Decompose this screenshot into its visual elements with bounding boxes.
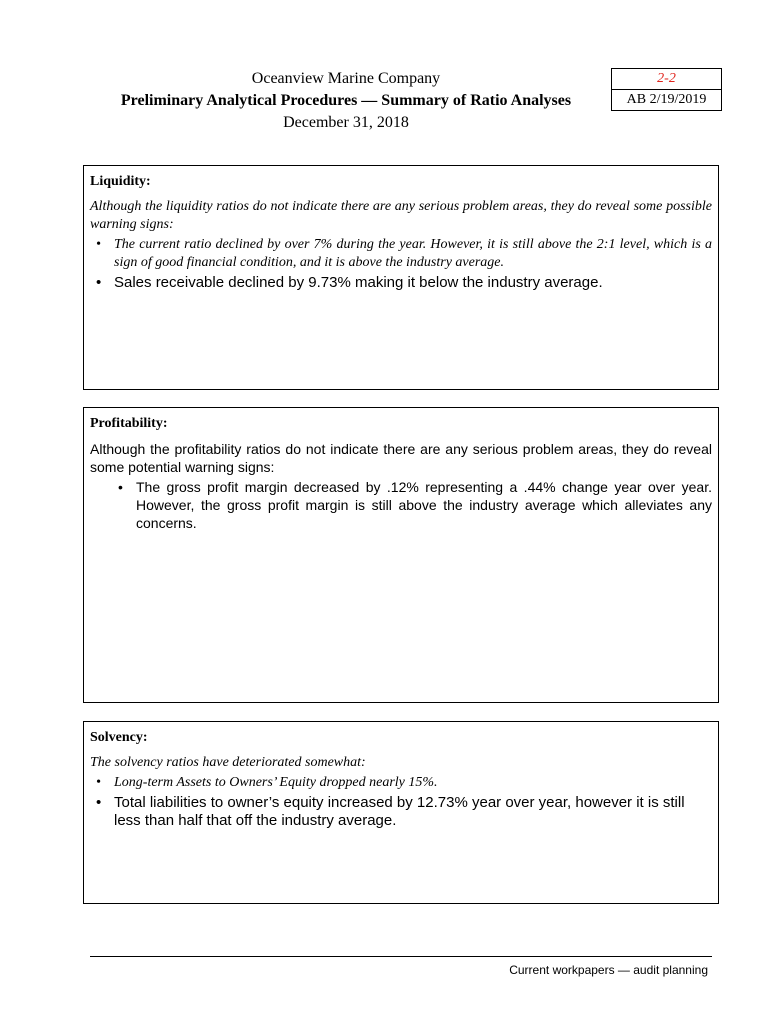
profitability-heading: Profitability: — [90, 416, 168, 431]
liquidity-heading: Liquidity: — [90, 174, 151, 189]
solvency-section — [83, 721, 719, 904]
workpaper-index: 2-2 — [612, 69, 721, 90]
bullet-icon: • — [96, 794, 102, 811]
solvency-intro: The solvency ratios have deteriorated somewhat: — [90, 755, 366, 770]
list-item: • Sales receivable declined by 9.73% making it below the industry average. — [96, 274, 603, 291]
workpaper-reference-box — [611, 68, 722, 111]
list-item: • Long-term Assets to Owners’ Equity dropped nearly 15%. — [96, 775, 438, 790]
footer-text: Current workpapers — audit planning — [509, 963, 708, 977]
document-date: December 31, 2018 — [283, 114, 409, 131]
profitability-bullet-list — [90, 478, 712, 532]
bullet-icon: • — [118, 479, 123, 495]
profitability-section — [83, 407, 719, 703]
solvency-heading: Solvency: — [90, 730, 148, 745]
bullet-icon: • — [96, 237, 101, 252]
list-item: • Total liabilities to owner’s equity increased by 12.73% year over year, however it is still less than half that off the industry average. — [96, 794, 685, 829]
document-header — [84, 68, 608, 134]
company-name: Oceanview Marine Company — [251, 70, 441, 87]
list-item: • The gross profit margin decreased by .12% representing a .44% change year over year. However, the gross profit margin is still above the industry average which alleviates any concerns. — [118, 479, 712, 531]
solvency-bullet-list — [90, 774, 712, 830]
bullet-icon: • — [96, 775, 101, 790]
bullet-icon: • — [96, 274, 102, 291]
document-title: Preliminary Analytical Procedures — Summary of Ratio Analyses — [120, 92, 572, 109]
liquidity-intro: Although the liquidity ratios do not indicate there are any serious problem areas, they do reveal some possible warning signs: — [90, 199, 712, 232]
footer-divider — [90, 956, 712, 957]
profitability-intro: Although the profitability ratios do not indicate there are any serious problem areas, they do reveal some potential warning signs: — [90, 441, 712, 475]
liquidity-bullet-list — [90, 236, 712, 292]
list-item: • The current ratio declined by over 7% during the year. However, it is still above the 2:1 level, which is a sign of good financial condition, and it is above the industry average. — [96, 237, 712, 270]
preparer-initials-date: AB 2/19/2019 — [626, 92, 707, 107]
liquidity-section — [83, 165, 719, 390]
